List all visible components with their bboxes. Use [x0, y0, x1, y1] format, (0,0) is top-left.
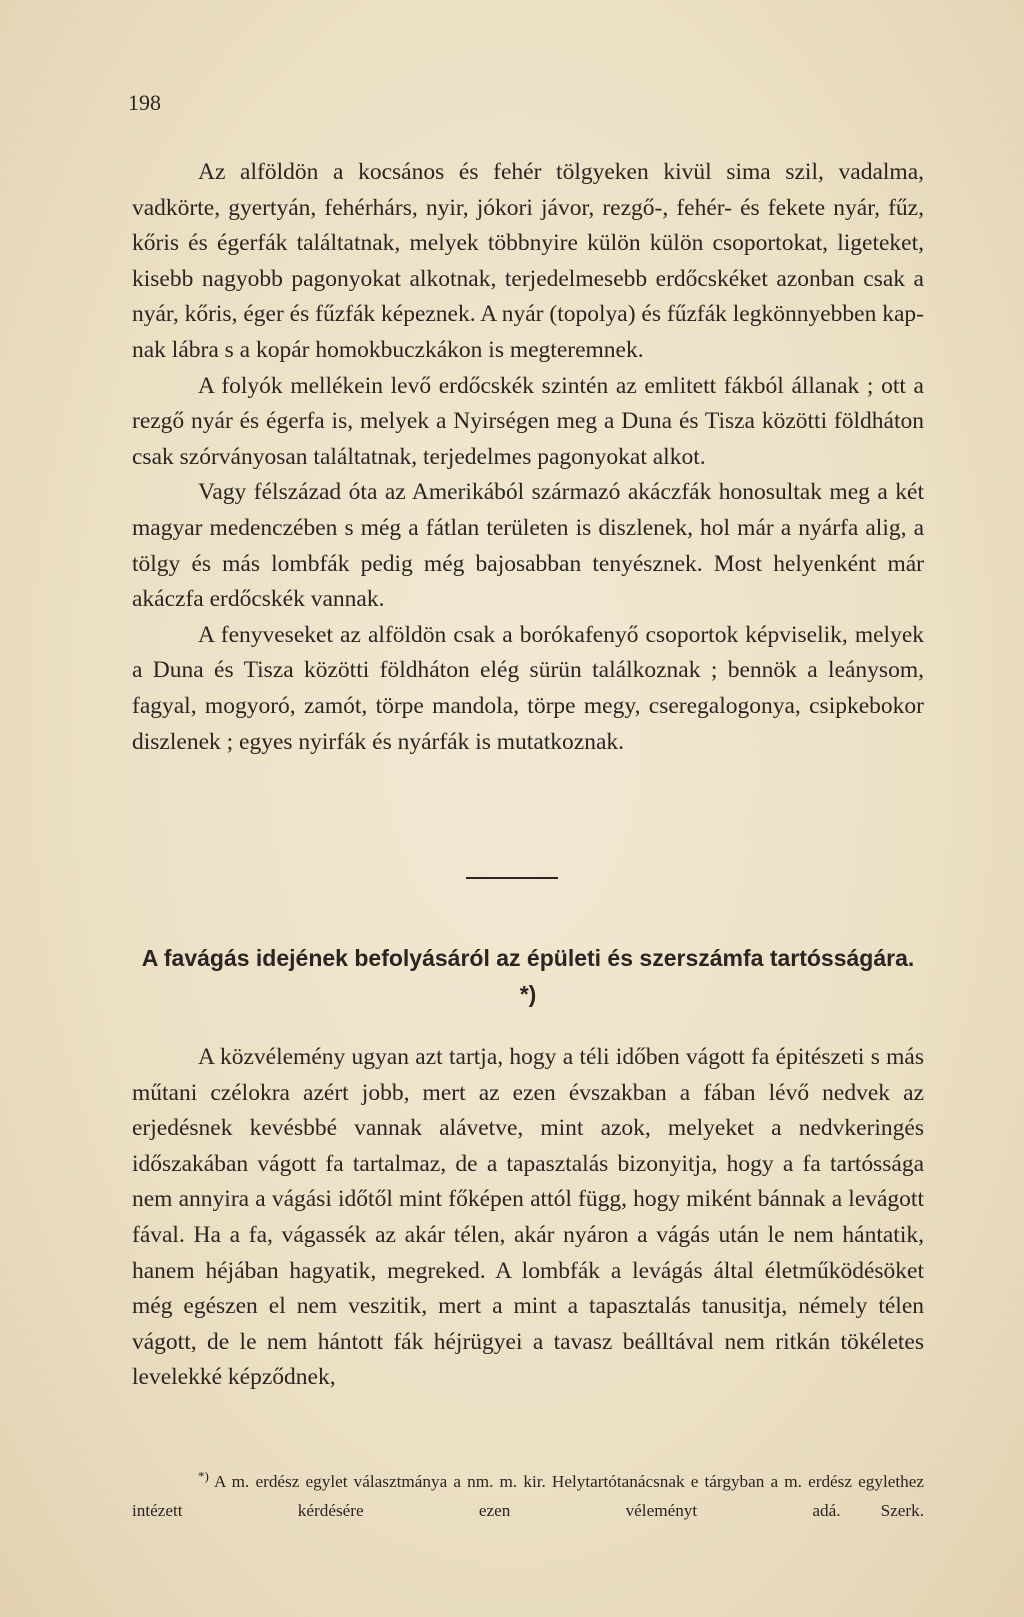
footnote-mark: *) [198, 1468, 209, 1484]
page-number: 198 [128, 90, 161, 115]
section-heading: A favágás idejének befolyásáról az épületi és szerszámfa tartósságára. *) [141, 945, 915, 1007]
paragraph: Az alföldön a kocsános és fehér tölgyeken kivül sima szil, vadalma, vadkörte, gyertyán, fehérhárs, nyir, jókori jávor, rezgő-, fehér- és fekete nyár, fűz, kőris és égerfák találtatnak, melyek többnyire külön külön csoportokat, ligeteket, kisebb nagyobb pagonyokat alkotnak, terjedelmesebb erdőcskéket azonban csak a nyár, kőris, éger és fűzfák képeznek. A nyár (topolya) és fűzfák legkönnyebben kapnak lábra s a kopár homokbuczkákon is megteremnek. [132, 159, 924, 363]
paragraph: Vagy félszázad óta az Amerikából származó akáczfák honosultak meg a két magyar medenczében s még a fátlan területen is diszlenek, hol már a nyárfa alig, a tölgy és más lombfák pedig még bajosabban tenyésznek. Most helyenként már akáczfa erdőcskék vannak. [132, 479, 924, 613]
footnote-signature: Szerk. [880, 1501, 924, 1520]
section-separator-rule [466, 877, 558, 879]
paragraph: A fenyveseket az alföldön csak a borókafenyő csoportok képviselik, melyek a Duna és Tisza közötti földháton elég sürün találkoznak ; bennök a leánysom, fagyal, mogyoró, zamót, törpe mandola, törpe megy, cseregalogonya, csipkebokor diszlenek ; egyes nyirfák és nyárfák is mutatkoznak. [132, 621, 924, 755]
footnote [132, 1467, 924, 1525]
body-text-top [132, 155, 924, 760]
footnote-text: A m. erdész egylet választmánya a nm. m. kir. Helytartótanácsnak e tárgyban a m. erdész egylethez intézett kérdésére ezen véleményt adá. [132, 1472, 924, 1520]
paragraph: A folyók mellékein levő erdőcskék szintén az emlitett fákból állanak ; ott a rezgő nyár és égerfa is, melyek a Nyirségen meg a Duna és Tisza közötti földháton csak szórványosan találtatnak, terjedelmes pagonyokat alkot. [132, 372, 924, 470]
paragraph: A közvélemény ugyan azt tartja, hogy a téli időben vágott fa épitészeti s más műtani czélokra azért jobb, mert az ezen évszakban a fában lévő nedvek az erjedésnek kevésbbé vannak alávetve, mint azok, melyeket a nedvkeringés időszakában vágott fa tartalmaz, de a tapasztalás bizonyitja, hogy a fa tartóssága nem annyira a vágási időtől mint főképen attól függ, hogy miként bánnak a levágott fával. Ha a fa, vágassék az akár télen, akár nyáron a vágás után le nem hántatik, hanem héjában hagyatik, megreked. A lombfák a levágás által életműködésöket még egészen el nem veszitik, mert a mint a tapasztalás tanusitja, némely télen vágott, de le nem hántott fák héjrügyei a tavasz beálltával nem ritkán tökéletes levelekké képződnek, [132, 1044, 924, 1391]
body-text-bottom [132, 1040, 924, 1396]
